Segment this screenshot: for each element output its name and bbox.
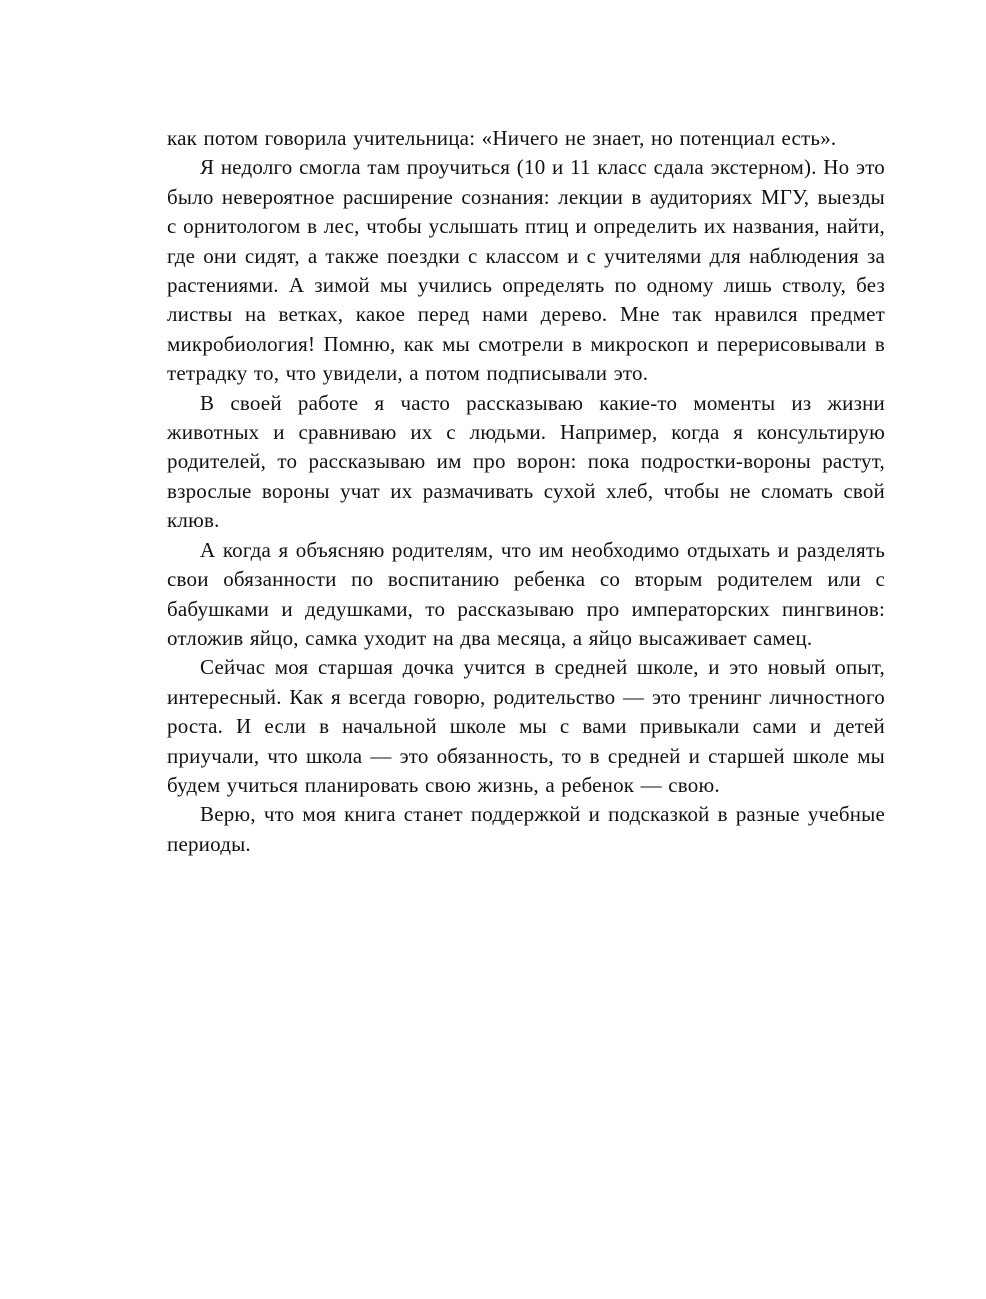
paragraph: В своей работе я часто рассказываю какие-то моменты из жизни животных и сравниваю их с людьми. Например, когда я консультирую родителей, то рассказываю им про ворон: пока подростки-вороны растут, взрослые вороны учат их размачивать сухой хлеб, чтобы не сломать свой клюв. — [167, 390, 885, 533]
paragraph: как потом говорила учительница: «Ничего не знает, но потенциал есть». — [167, 126, 837, 150]
paragraph: Я недолго смогла там проучиться (10 и 11 класс сдала экстерном). Но это было невероятное расширение сознания: лекции в аудиториях МГУ, выезды с орнитологом в лес, чтобы услышать птиц и определить их названия, найти, где они сидят, а также поездки с классом и с учителями для наблюдения за растениями. А зимой мы учились определять по одному лишь стволу, без листвы на ветках, какое перед нами дерево. Мне так нравился предмет микробиология! Помню, как мы смотрели в микроскоп и перерисовывали в тетрадку то, что увидели, а потом подписывали это. — [167, 155, 885, 386]
paragraph: Верю, что моя книга станет поддержкой и подсказкой в разные учебные периоды. — [167, 802, 885, 856]
paragraph: Сейчас моя старшая дочка учится в средней школе, и это новый опыт, интересный. Как я всегда говорю, родительство — это тренинг личностного роста. И если в начальной школе мы с вами привыкали сами и детей приучали, что школа — это обязанность, то в средней и старшей школе мы будем учиться планировать свою жизнь, а ребенок — свою. — [167, 655, 885, 797]
text-block — [167, 124, 885, 859]
paragraph: А когда я объясняю родителям, что им необходимо отдыхать и разделять свои обязанности по воспитанию ребенка со вторым родителем или с бабушками и дедушками, то рассказываю про императорских пингвинов: отложив яйцо, самка уходит на два месяца, а яйцо высаживает самец. — [167, 537, 885, 650]
